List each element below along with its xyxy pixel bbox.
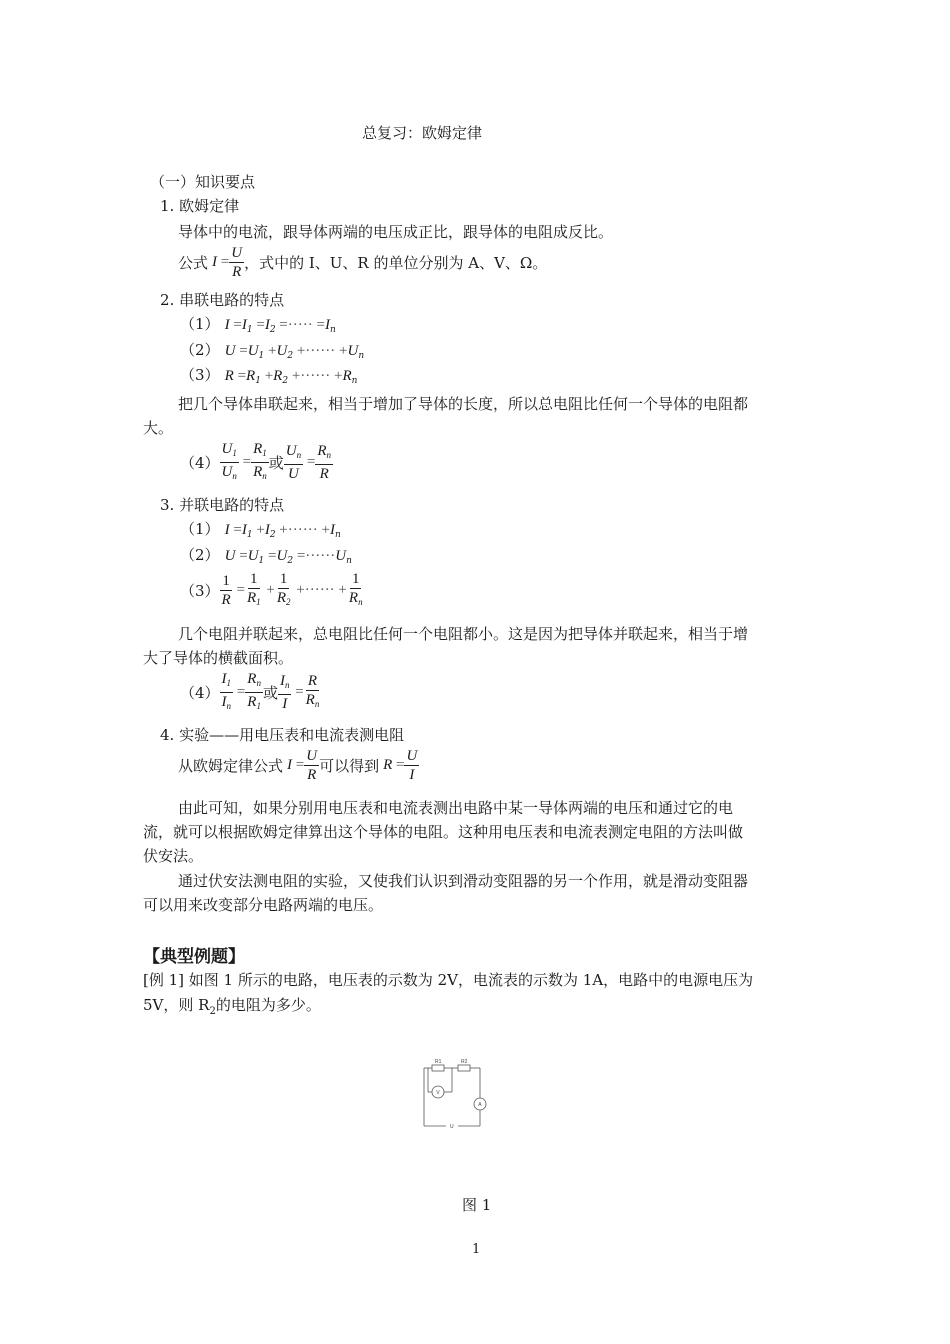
voltmeter-label: V	[436, 1090, 440, 1096]
item1-formula-suffix: ，式中的 I、U、R 的单位分别为 A、V、Ω。	[244, 254, 548, 272]
parallel-voltage-formula: （2） $U =U_1 =U_2 =\cdot\cdot\cdot\cdot\cdot\cdot U_n$	[180, 546, 352, 566]
item4-para1-line3: 伏安法。	[143, 847, 204, 865]
item2-text-cont: 大。	[143, 419, 174, 437]
item1-text: 导体中的电流，跟导体两端的电压成正比，跟导体的电阻成反比。	[178, 223, 614, 241]
parallel-resistance-formula: （3） $\frac{1}{R}$ = $\frac{1}{R_1}$ + $\frac{1}{R_2}$ +······ + $\frac{1}{R_n}$	[180, 571, 363, 608]
item4-heading: 4. 实验——用电压表和电流表测电阻	[160, 726, 405, 744]
resistor-r2	[458, 1065, 470, 1071]
item1-heading: 1. 欧姆定律	[160, 197, 240, 215]
series-current-formula: （1） $I =I_1 =I_2$ =····· $=I_n$	[180, 315, 336, 335]
item4-para2-line2: 可以用来改变部分电路两端的电压。	[143, 896, 384, 914]
series-ratio-formula: （4） $\frac{U_1}{U_n}$ = $\frac{R_1}{R_n}$ 或 $\frac{U_n}{U}$ = $\frac{R_n}{R}$	[180, 441, 332, 482]
fraction-u-over-r: $\frac{U}{R}$	[231, 245, 243, 280]
item3-text: 几个电阻并联起来，总电阻比任何一个电阻都小。这是因为把导体并联起来，相当于增	[178, 625, 749, 643]
series-resistance-formula: （3） $R =R_1 +R_2$ +······ $+R_n$	[180, 366, 358, 386]
item3-heading: 3. 并联电路的特点	[160, 496, 285, 514]
item4-para2-line1: 通过伏安法测电阻的实验，又使我们认识到滑动变阻器的另一个作用，就是滑动变阻器	[178, 872, 749, 890]
section-heading: （一）知识要点	[150, 173, 256, 191]
figure-caption: 图 1	[462, 1196, 492, 1214]
item2-text: 把几个导体串联起来，相当于增加了导体的长度，所以总电阻比任何一个导体的电阻都	[178, 395, 749, 413]
page-title: 总复习：欧姆定律	[362, 124, 483, 142]
series-voltage-formula: （2） $U =U_1 +U_2$ +······ $+U_n$	[180, 341, 365, 361]
item4-formula: 从欧姆定律公式 I = $\frac{U}{R}$ 可以得到 R = $\frac{U}{I}$	[178, 748, 418, 783]
page-number: 1	[472, 1242, 481, 1257]
item4-para1-line1: 由此可知，如果分别用电压表和电流表测出电路中某一导体两端的电压和通过它的电	[178, 799, 734, 817]
item1-formula-prefix: 公式	[178, 254, 209, 272]
item1-formula: 公式 I = $\frac{U}{R}$ ，式中的 I、U、R 的单位分别为 A、V、Ω。	[178, 245, 548, 280]
r1-label: R1	[435, 1059, 442, 1065]
item4-para1-line2: 流，就可以根据欧姆定律算出这个导体的电阻。这种用电压表和电流表测定电阻的方法叫做	[143, 823, 744, 841]
resistor-r1	[432, 1065, 444, 1071]
example1-line2: 5V，则 $R_2$的电阻为多少。	[143, 996, 321, 1017]
u-label: U	[450, 1124, 454, 1130]
examples-heading: 【典型例题】	[143, 947, 245, 967]
circuit-diagram	[418, 1052, 490, 1134]
ammeter-label: A	[478, 1102, 482, 1108]
parallel-ratio-formula: （4） $\frac{I_1}{I_n}$ = $\frac{R_n}{R_1}$ 或 $\frac{I_n}{I}$ = $\frac{R}{R_n}$	[180, 671, 320, 712]
example1-line1: [例 1] 如图 1 所示的电路，电压表的示数为 2V，电流表的示数为 1A，电路中的电源电压为	[143, 971, 754, 989]
item2-heading: 2. 串联电路的特点	[160, 291, 285, 309]
parallel-current-formula: （1） $I =I_1 +I_2$ +······ $+I_n$	[180, 520, 341, 540]
r2-label: R2	[461, 1059, 468, 1065]
item3-text-cont: 大了导体的横截面积。	[143, 649, 294, 667]
